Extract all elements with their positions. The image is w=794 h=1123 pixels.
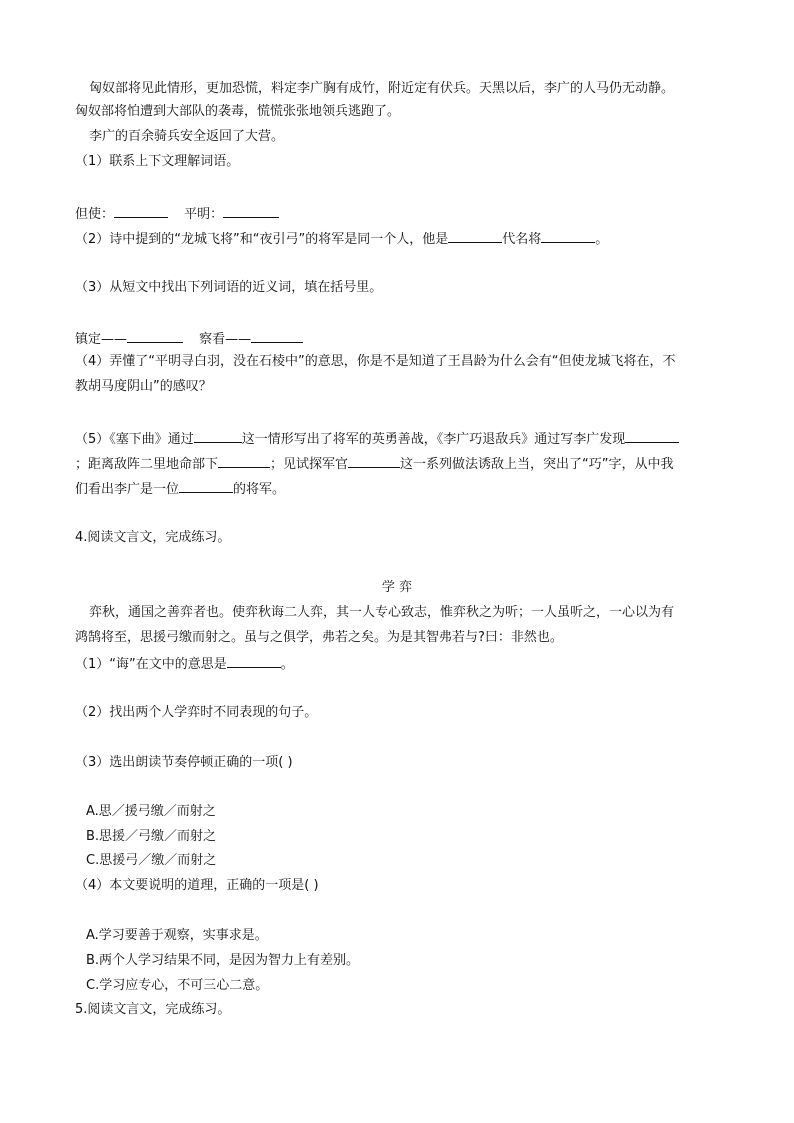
section-4-heading: 4.阅读文言文，完成练习。 [75,530,231,545]
section-4-question-4: （4）本文要说明的道理，正确的一项是( ) [75,878,319,893]
section-5-heading: 5.阅读文言文，完成练习。 [75,1002,231,1017]
question-5-line-3 [75,478,725,500]
answer-blank[interactable] [179,478,233,493]
question-text: 这一系列做法诱敌上当，突出了“巧”字，从中我 [400,457,674,472]
term-label: 但使： [75,207,115,222]
answer-blank[interactable] [448,228,502,243]
question-1-prompt: （1）联系上下文理解词语。 [75,154,240,169]
answer-blank[interactable] [251,328,303,343]
answer-blank[interactable] [348,453,400,468]
answer-blank[interactable] [625,428,679,443]
answer-blank[interactable] [127,328,183,343]
answer-blank[interactable] [194,428,242,443]
question-text: 的将军。 [233,482,286,497]
answer-blank[interactable] [218,453,270,468]
section-4-question-1 [75,653,725,675]
question-3-prompt: （3）从短文中找出下列词语的近义词，填在括号里。 [75,280,383,295]
option-b[interactable]: B.两个人学习结果不同，是因为智力上有差别。 [86,953,360,968]
term-label: 平明： [184,207,224,222]
option-c[interactable]: C.学习应专心，不可三心二意。 [86,978,269,993]
question-text: 这一情形写出了将军的英勇善战，《李广巧退敌兵》通过写李广发现 [241,432,626,447]
passage-line-1: 匈奴部将见此情形，更加恐慌，料定李广胸有成竹，附近定有伏兵。天黑以后，李广的人马仍无动静。 [89,81,675,96]
answer-blank[interactable] [114,203,168,218]
question-text: （1）“诲”在文中的意思是 [75,657,227,672]
section-4-title: 学 弈 [381,580,413,595]
term-label: 镇定—— [75,332,128,347]
section-4-question-2: （2）找出两个人学弈时不同表现的句子。 [75,705,318,720]
question-5-line-1 [75,428,725,450]
option-a[interactable]: A.学习要善于观察，实事求是。 [86,928,268,943]
passage-line-2: 匈奴部将怕遭到大部队的袭毒，慌慌张张地领兵逃跑了。 [75,104,401,119]
question-text: ；距离敌阵二里地命部下 [75,457,219,472]
answer-blank[interactable] [541,228,595,243]
term-label: 察看—— [199,332,252,347]
answer-blank[interactable] [223,203,279,218]
passage-line-3: 李广的百余骑兵安全返回了大营。 [89,129,285,144]
question-1-answers [75,203,725,225]
question-5-line-2 [75,453,725,475]
question-4-line-1: （4）弄懂了“平明寻白羽，没在石棱中”的意思，你是不是知道了王昌龄为什么会有“但使龙城飞将在，不 [75,354,676,369]
question-text: 们看出李广是一位 [75,482,180,497]
option-c[interactable]: C.思援弓／缴／而射之 [86,853,217,868]
question-text: （2）诗中提到的“龙城飞将”和“夜引弓”的将军是同一个人，他是 [75,232,449,247]
section-4-text-line-2: 鸿鹄将至，思援弓缴而射之。虽与之俱学，弗若之矣。为是其智弗若与?曰：非然也。 [75,630,563,645]
question-text: ；见试探军官 [270,457,349,472]
question-text: （5）《塞下曲》通过 [75,432,194,447]
answer-blank[interactable] [227,653,281,668]
section-4-question-3: （3）选出朗读节奏停顿正确的一项( ) [75,755,293,770]
option-a[interactable]: A.思／援弓缴／而射之 [86,804,216,819]
question-2 [75,228,725,250]
question-text: 。 [280,657,294,672]
question-text: 代名将 [502,232,542,247]
option-b[interactable]: B.思援／弓缴／而射之 [86,829,217,844]
question-4-line-2: 教胡马度阴山”的感叹？ [75,379,212,394]
question-3-answers [75,328,725,350]
question-text: 。 [595,232,609,247]
section-4-text-line-1: 弈秋，通国之善弈者也。使弈秋诲二人弈，其一人专心致志，惟弈秋之为听；一人虽听之，一心以为有 [89,605,675,620]
